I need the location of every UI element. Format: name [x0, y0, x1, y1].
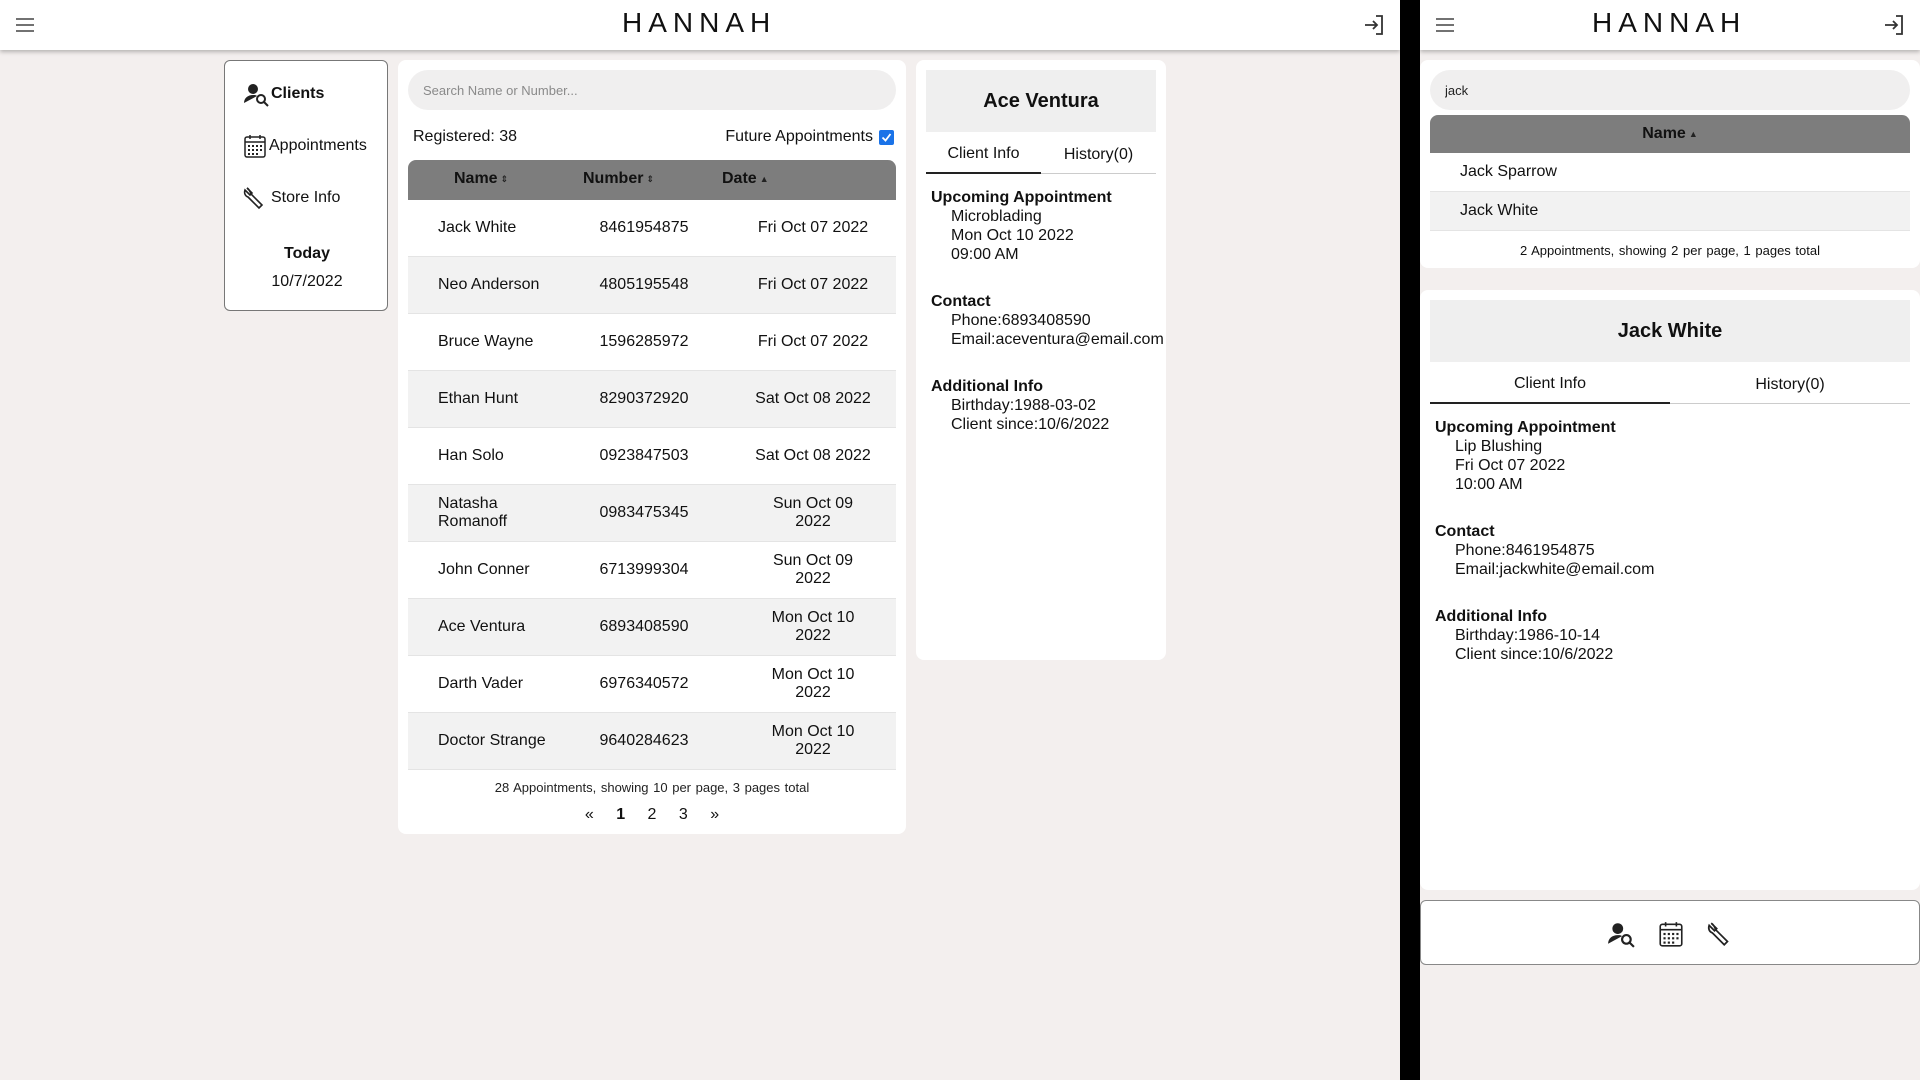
row-number: 6976340572	[599, 675, 689, 692]
sort-icon: ⇕	[646, 173, 654, 184]
client-since: Client since:10/6/2022	[1455, 646, 1614, 663]
row-number: 6713999304	[599, 561, 689, 578]
client-birthday: Birthday:1986-10-14	[1455, 627, 1600, 644]
row-date: Fri Oct 07 2022	[757, 219, 869, 236]
pagination-summary: 2 Appointments, showing 2 per page, 1 pages total	[1520, 243, 1820, 258]
registered-count: Registered: 38	[413, 128, 518, 145]
client-search-icon[interactable]	[1607, 920, 1635, 948]
row-name: Ace Ventura	[438, 618, 526, 635]
row-date: Fri Oct 07 2022	[757, 333, 869, 350]
row-name: Jack White	[438, 219, 517, 236]
contact-phone: Phone:8461954875	[1455, 542, 1595, 559]
column-header-date[interactable]	[722, 170, 769, 188]
tab-history[interactable]: History(0)	[1063, 146, 1134, 163]
table-row[interactable]	[408, 599, 896, 656]
wrench-icon	[243, 185, 269, 211]
column-header-label: Date	[722, 170, 757, 187]
row-number: 0983475345	[599, 504, 689, 521]
client-search-icon	[243, 81, 269, 107]
sidebar-item-label: Store Info	[271, 189, 341, 206]
logout-icon[interactable]	[1882, 13, 1906, 37]
upcoming-appointment-section	[1435, 418, 1616, 494]
logout-icon[interactable]	[1362, 13, 1386, 37]
upcoming-appointment-section	[931, 188, 1112, 264]
tab-client-info[interactable]: Client Info	[1430, 366, 1670, 404]
additional-info-section	[1435, 607, 1613, 664]
detail-tabs	[1430, 366, 1910, 404]
search-input[interactable]	[1430, 70, 1910, 110]
client-list-card	[398, 60, 906, 834]
sort-ascending-icon: ▲	[1688, 129, 1698, 139]
pagination	[398, 806, 906, 824]
row-name: Darth Vader	[438, 675, 524, 692]
table-row[interactable]	[408, 314, 896, 371]
row-name: Natasha Romanoff	[438, 495, 508, 530]
search-input[interactable]	[408, 70, 896, 110]
today-date: 10/7/2022	[271, 273, 343, 290]
column-header-label: Name	[454, 170, 498, 187]
section-title: Additional Info	[931, 378, 1043, 395]
menu-icon[interactable]	[13, 13, 37, 37]
future-appointments-toggle[interactable]	[725, 128, 894, 146]
row-date: Sun Oct 09 2022	[772, 495, 854, 530]
check-icon	[881, 132, 892, 143]
row-date: Fri Oct 07 2022	[757, 276, 869, 293]
row-number: 9640284623	[599, 732, 689, 749]
client-birthday: Birthday:1988-03-02	[951, 397, 1096, 414]
row-name: Ethan Hunt	[438, 390, 519, 407]
table-row[interactable]	[408, 200, 896, 257]
contact-section	[931, 292, 1164, 349]
client-table-body	[408, 200, 896, 770]
client-name-header: Jack White	[1430, 300, 1910, 362]
page-1-button[interactable]: 1	[616, 806, 626, 823]
mobile-view	[1420, 0, 1920, 1080]
contact-email: Email:jackwhite@email.com	[1455, 561, 1655, 578]
page-next-button[interactable]: »	[710, 806, 720, 823]
sidebar-item-clients[interactable]	[243, 79, 324, 109]
calendar-icon	[243, 133, 267, 159]
page-3-button[interactable]: 3	[678, 806, 688, 823]
page-2-button[interactable]: 2	[647, 806, 657, 823]
wrench-icon[interactable]	[1707, 920, 1735, 948]
table-row[interactable]	[408, 371, 896, 428]
section-title: Upcoming Appointment	[1435, 419, 1616, 436]
table-row[interactable]	[408, 428, 896, 485]
row-date: Sat Oct 08 2022	[755, 390, 871, 407]
page-prev-button[interactable]: «	[584, 806, 594, 823]
row-date: Mon Oct 10 2022	[771, 609, 855, 644]
column-header-name[interactable]	[1430, 115, 1910, 153]
appointment-time: 09:00 AM	[951, 246, 1019, 263]
row-date: Mon Oct 10 2022	[771, 666, 855, 701]
table-row[interactable]	[408, 257, 896, 314]
row-date: Sun Oct 09 2022	[772, 552, 854, 587]
sidebar-item-label: Clients	[271, 85, 325, 102]
row-name: Bruce Wayne	[438, 333, 534, 350]
additional-info-section	[931, 377, 1109, 434]
detail-tabs	[926, 136, 1156, 174]
future-appointments-label: Future Appointments	[725, 128, 873, 145]
today-label: Today	[284, 245, 330, 262]
appointment-date: Mon Oct 10 2022	[951, 227, 1074, 244]
section-title: Contact	[931, 293, 991, 310]
row-number: 1596285972	[599, 333, 689, 350]
row-number: 6893408590	[599, 618, 689, 635]
table-row[interactable]	[408, 713, 896, 770]
section-title: Contact	[1435, 523, 1495, 540]
row-date: Mon Oct 10 2022	[771, 723, 855, 758]
table-row[interactable]	[408, 656, 896, 713]
row-name: Han Solo	[438, 447, 504, 464]
list-item[interactable]: Jack White	[1430, 192, 1910, 231]
column-header-label: Name	[1642, 125, 1686, 142]
list-item[interactable]: Jack Sparrow	[1430, 153, 1910, 192]
mobile-bottom-nav	[1420, 900, 1920, 965]
row-name: Doctor Strange	[438, 732, 546, 749]
client-detail-card	[916, 60, 1166, 660]
mobile-client-detail-card	[1420, 290, 1920, 890]
future-appointments-checkbox[interactable]	[879, 130, 894, 145]
mobile-top-bar	[1420, 0, 1920, 50]
contact-email: Email:aceventura@email.com	[951, 331, 1164, 348]
row-name: Neo Anderson	[438, 276, 540, 293]
column-header-number[interactable]	[583, 170, 654, 188]
sort-ascending-icon: ▲	[759, 174, 769, 184]
table-header	[408, 160, 896, 200]
mobile-search-card	[1420, 60, 1920, 268]
sidebar-nav	[224, 60, 388, 311]
calendar-icon[interactable]	[1657, 920, 1685, 948]
tab-client-info[interactable]: Client Info	[926, 136, 1041, 174]
top-bar	[0, 0, 1400, 50]
appointment-service: Microblading	[951, 208, 1042, 225]
brand-logo: HANNAH	[622, 7, 777, 38]
client-since: Client since:10/6/2022	[951, 416, 1110, 433]
section-title: Additional Info	[1435, 608, 1547, 625]
appointment-date: Fri Oct 07 2022	[1455, 457, 1566, 474]
appointment-service: Lip Blushing	[1455, 438, 1543, 455]
sort-icon: ⇕	[500, 173, 509, 184]
client-name-header: Ace Ventura	[926, 70, 1156, 132]
sidebar-item-label: Appointments	[269, 137, 367, 154]
menu-icon[interactable]	[1433, 13, 1457, 37]
row-name: John Conner	[438, 561, 530, 578]
brand-logo: HANNAH	[1592, 7, 1747, 38]
section-title: Upcoming Appointment	[931, 189, 1112, 206]
sidebar-item-appointments[interactable]	[243, 131, 367, 161]
column-header-label: Number	[583, 170, 644, 187]
row-date: Sat Oct 08 2022	[755, 447, 871, 464]
row-number: 8290372920	[599, 390, 689, 407]
column-header-name[interactable]	[454, 170, 508, 188]
appointment-time: 10:00 AM	[1455, 476, 1523, 493]
tab-history[interactable]: History(0)	[1755, 376, 1825, 393]
sidebar-item-store-info[interactable]	[243, 183, 340, 213]
contact-phone: Phone:6893408590	[951, 312, 1091, 329]
row-number: 0923847503	[599, 447, 689, 464]
row-number: 8461954875	[599, 219, 689, 236]
row-number: 4805195548	[599, 276, 689, 293]
table-row[interactable]	[408, 542, 896, 599]
table-row[interactable]	[408, 485, 896, 542]
contact-section	[1435, 522, 1654, 579]
pagination-summary: 28 Appointments, showing 10 per page, 3 pages total	[494, 780, 810, 795]
